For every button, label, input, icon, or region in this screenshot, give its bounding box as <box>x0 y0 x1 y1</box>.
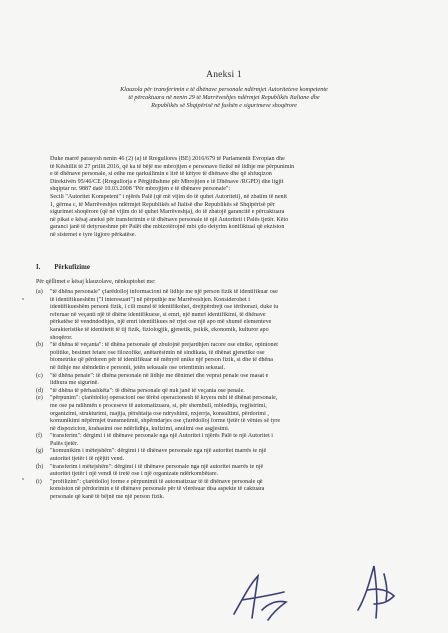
intro-line: të përcaktuara në nenin 29 të Marrëveshjes ndërmjet Republikës Italiane dhe <box>128 94 320 101</box>
intro-line: Republikës së Shqipërisë në fushën e sigurimeve shoqërore <box>151 102 297 109</box>
text-line: përkatëse të vendndodhjes, një emri identifikues në rrjet ose një apo më shumë elementeve <box>50 319 272 326</box>
text-line: "profilizim": çfarëdolloj forme e përpunimit të automatizuar të të dhënave personale që <box>50 478 263 485</box>
text-line: identifikueshëm personi fizik, i cili mund të identifikohet, drejtpërdrejt ose tërthorazi, duke iu <box>50 304 279 311</box>
text-line: "të dhëna penale": të dhëna personale në lidhje me dënimet dhe veprat penale ose masat e <box>50 372 269 379</box>
definition-item <box>36 479 408 502</box>
text-line: në sistemet e tyre ligjore përkatëse. <box>50 231 136 238</box>
text-line: Duke marrë parasysh nenin 46 (2) (a) të Rregullores (BE) 2016/679 të Parlamentit Evropian dhe <box>50 156 285 162</box>
definition-body <box>50 395 408 433</box>
text-line: "të dhëna personale" çfarëdolloj informacioni në lidhje me një person fizik të identifikuar ose <box>50 289 278 295</box>
text-line: të identifikueshëm ("I interesuari") në përputhje me Marrëveshjen. Konsiderohet i <box>50 296 250 303</box>
intro-heading <box>80 86 368 110</box>
text-line: shoqëror. <box>50 334 73 341</box>
definition-item <box>36 448 408 463</box>
scan-mark <box>22 298 24 300</box>
text-line: autoritet tjetër i të njëjtit vend. <box>50 456 125 463</box>
text-line: në dispozicion, krahasimi ose ndërlidhja, kufizimi, anulimi ose asgjesimi. <box>50 425 230 432</box>
definition-body <box>50 289 408 342</box>
definition-item <box>36 433 408 448</box>
text-line: në lidhje me shëndetin e personit, jetën seksuale ose orientimin seksual. <box>50 364 225 371</box>
definition-body <box>50 479 408 502</box>
intro-line: Klauzola për transferimin e të dhënave personale ndërmjet Autoriteteve kompetente <box>120 86 328 93</box>
definition-label: (f) <box>36 433 43 440</box>
text-line: Palës tjetër. <box>50 440 79 447</box>
text-line: komunikimi nëpërmjet transmetimit, shpërndarjes ose çfarëdolloj forme tjetër të vënies së tyre <box>50 418 281 425</box>
text-line: konsiston në përdorimin e të dhënave personale për të vlerësuar disa aspekte të caktuara <box>50 486 265 493</box>
text-line: "transferim i mëtejshëm": dërgimi i të dhënave personale nga një autoritet marrës te një <box>50 463 264 470</box>
definition-body <box>50 433 408 448</box>
definition-label: (b) <box>36 342 44 349</box>
definition-label: (d) <box>36 387 44 394</box>
text-line: në pikat e kësaj aneksi për transferimin e të dhënave personale të një Autoriteti i Palës tjetër. Këto <box>50 216 289 223</box>
text-line: e të dhënave personale, si edhe me qarkullimin e lirë të këtyre të dhënave dhe që shfuqizon <box>50 171 272 178</box>
definition-item <box>36 342 408 372</box>
definition-label: (a) <box>36 289 43 295</box>
text-line: autoritet tjetër i një vendi të tretë ose i një organizate ndërkombëtare. <box>50 471 219 478</box>
definition-body <box>50 342 408 372</box>
text-line: "të dhëna të përhashkëta": të dhëna personale që nuk janë të veçanta ose penale. <box>50 387 245 394</box>
definition-label: (e) <box>36 395 43 402</box>
text-line: shqiptar nr. 9887 datë 10.03.2008 "Për mbrojtjen e të dhënave personale": <box>50 186 231 193</box>
text-line: lidhura me sigurinë. <box>50 380 99 387</box>
text-line: referuar në veçanti një të dhëne identifikuese, si emri, një numri identifikimi, të dhënave <box>50 311 266 318</box>
definition-label: (g) <box>36 448 44 455</box>
preamble-paragraph <box>50 156 402 240</box>
definition-label: (i) <box>36 478 42 485</box>
definition-body <box>50 464 408 479</box>
text-line: Direktivën 95/46/CE (Rregullorja e Përgjithshme për Mbrojtjen e të Dhënave /RGPD) dhe ligjit <box>50 178 284 185</box>
definition-item <box>36 388 408 396</box>
definitions-list <box>36 289 408 502</box>
definition-item <box>36 373 408 388</box>
text-line: "përpunim": çfarëdolloj operacioni ose tërësi operacionesh të kryera mbi të dhënat personale, <box>50 395 278 402</box>
scan-mark <box>22 478 24 480</box>
text-line: të Këshillit të 27 prillit 2016, që ka të bëjë me mbrojtjen e personave fizikë në lidhje me përpunimin <box>50 163 295 170</box>
definition-label: (h) <box>36 463 44 470</box>
text-line: me ose pa ndihmën e proceseve të automatizuara, si, për shembull, mbledhja, regjistrimi, <box>50 402 267 409</box>
text-line: biometrike që përdoren për të identifikuar në mënyrë unike një person fizik, si dhe të dhëna <box>50 357 274 364</box>
section-title: Përkufizime <box>54 264 90 271</box>
definition-body <box>50 373 408 388</box>
definition-item <box>36 395 408 433</box>
definition-label: (c) <box>36 372 43 379</box>
section-number: I. <box>36 264 41 271</box>
definition-item <box>36 289 408 342</box>
signature-right <box>348 560 404 626</box>
signature-left <box>228 570 298 626</box>
text-line: "të dhëna të veçanta": të dhëna personale që zbulojnë prejardhjen racore ose etnike, opinionet <box>50 342 278 349</box>
text-line: 1, gërma c, të Marrëveshjes ndërmjet Republikës së Italisë dhe Republikës së Shqipërisë për <box>50 201 275 208</box>
text-line: sigurimet shoqërore (që në vijim do të quhet Marrëveshja), do të zbatojë garancitë e përcaktuara <box>50 209 285 216</box>
text-line: personale që kanë të bëjnë me një person fizik. <box>50 494 165 501</box>
text-line: organizimi, strukturimi, ruajtja, përshtatja ose ndryshimi, nxjerrja, konsultimi, përdorimi , <box>50 410 269 417</box>
text-line: Secili "Autoritet Kompetent" i njërës Palë (që më vijim do të quhet Autoriteti), në zbatim të nenit <box>50 193 287 200</box>
definition-item <box>36 464 408 479</box>
definitions-intro: Për qëllimet e kësaj klauzolave, nënkuptohet me: <box>36 279 156 285</box>
text-line: politike, besimet fetare ose filozofike, anëtarësimin në sindikata, të dhënat gjenetike ose <box>50 349 265 356</box>
definition-body <box>50 448 408 463</box>
text-line: "transferim": dërgimi i të dhënave personale nga një Autoritet i njërës Palë te një Autoritet i <box>50 433 273 440</box>
definition-body <box>50 388 408 396</box>
text-line: garanci janë të detyrueshme për Palët dhe mbizotërojnë mbi çdo detyrim konfliktual që ekziston <box>50 224 285 231</box>
text-line: karakteristike të identitetit të tij fizik, fiziologjik, gjenetik, psikik, ekonomik, kulturor apo <box>50 326 269 333</box>
annex-title: Aneksi 1 <box>206 70 242 80</box>
text-line: "komunikim i mëtejshëm": dërgimi i të dhënave personale nga një autoritet marrës te një <box>50 448 267 455</box>
section-heading <box>36 264 90 271</box>
